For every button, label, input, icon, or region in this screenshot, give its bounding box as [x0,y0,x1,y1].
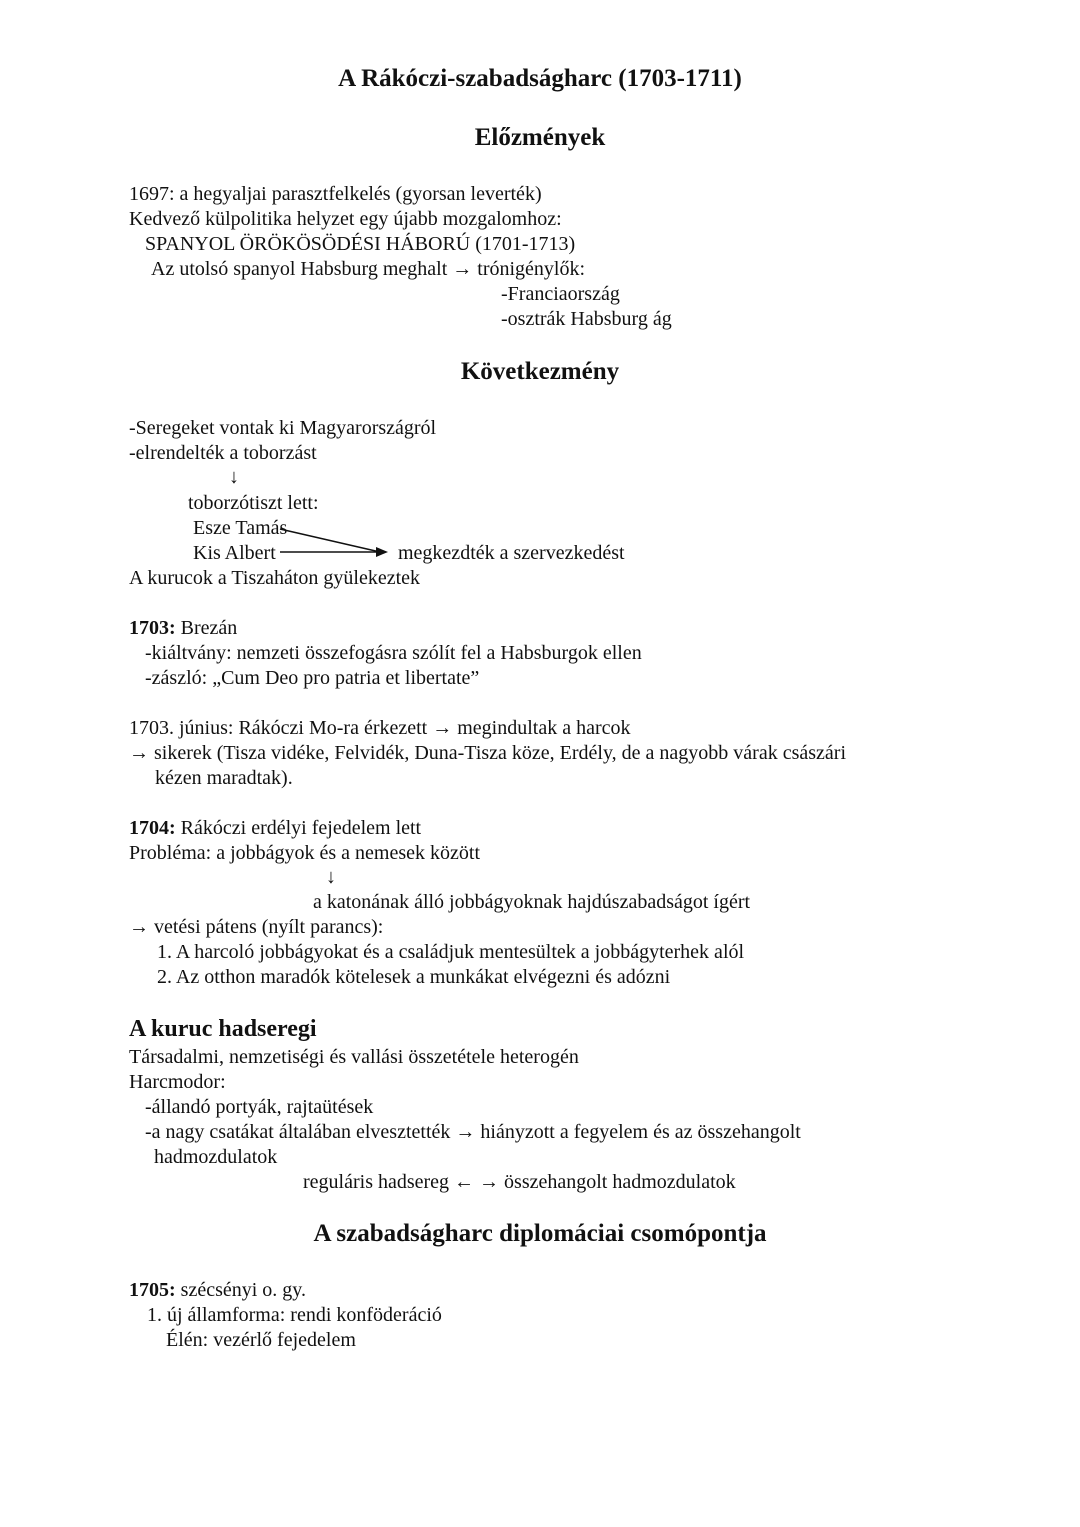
text-line: Az utolsó spanyol Habsburg meghalt → trónigénylők: [151,258,586,280]
text-line: megkezdték a szervezkedést [398,542,625,564]
list-item: -osztrák Habsburg ág [501,308,672,330]
text-line: reguláris hadsereg ← → összehangolt hadmozdulatok [303,1171,736,1193]
text-line: -elrendelték a toborzást [129,442,317,464]
page-title: A Rákóczi-szabadságharc (1703-1711) [338,65,742,92]
text-line: A kurucok a Tiszaháton gyülekeztek [129,567,421,589]
text-line: Probléma: a jobbágyok és a nemesek között [129,842,481,864]
text-line: Kedvező külpolitika helyzet egy újabb mozgalomhoz: [129,208,562,230]
list-item: 1. új államforma: rendi konföderáció [147,1304,442,1326]
text-line: -a nagy csatákat általában elvesztették → hiányzott a fegyelem és az összehangolt [145,1121,801,1143]
list-item: 1. A harcoló jobbágyokat és a családjuk mentesültek a jobbágyterhek alól [157,941,745,963]
down-arrow-icon: ↓ [229,466,239,488]
section-heading-kuruc-hadsereg: A kuruc hadseregi [129,1016,317,1042]
year-text: Rákóczi erdélyi fejedelem lett [175,817,422,839]
section-heading-kovetkezmeny: Következmény [460,358,620,385]
text-line: kézen maradtak). [155,767,293,789]
text-line: 1703. június: Rákóczi Mo-ra érkezett → megindultak a harcok [129,717,631,739]
text-line: a katonának álló jobbágyoknak hajdúszabadságot ígért [313,891,751,913]
year-label: 1705: [129,1279,176,1301]
text-line: -kiáltvány: nemzeti összefogásra szólít fel a Habsburgok ellen [145,642,642,664]
text-line: → sikerek (Tisza vidéke, Felvidék, Duna-Tisza köze, Erdély, de a nagyobb várak császári [129,742,847,764]
text-line: SPANYOL ÖRÖKÖSÖDÉSI HÁBORÚ (1701-1713) [145,233,576,255]
list-item: 2. Az otthon maradók kötelesek a munkákat elvégezni és adózni [157,966,671,988]
text-line: hadmozdulatok [154,1146,278,1168]
year-label: 1703: [129,617,176,639]
arrow-head-icon [376,547,388,557]
name-esze-tamas: Esze Tamás [193,517,288,539]
year-text: Brezán [175,617,238,639]
text-line: → vetési pátens (nyílt parancs): [129,916,384,938]
text-line: -állandó portyák, rajtaütések [145,1096,374,1118]
section-heading-diplomacia: A szabadságharc diplomáciai csomópontja [313,1220,767,1247]
list-item: -Franciaország [501,283,620,305]
text-line: Élén: vezérlő fejedelem [166,1329,356,1351]
name-kis-albert: Kis Albert [193,542,276,564]
year-label: 1704: [129,817,176,839]
text-line: Társadalmi, nemzetiségi és vallási összetétele heterogén [129,1046,579,1068]
year-text: szécsényi o. gy. [175,1279,307,1301]
down-arrow-icon: ↓ [326,866,336,888]
text-line: Harcmodor: [129,1071,226,1093]
text-line: toborzótiszt lett: [188,492,319,514]
section-heading-elozmenyek: Előzmények [474,124,606,151]
text-line: 1697: a hegyaljai parasztfelkelés (gyorsan leverték) [129,183,542,205]
text-line: -zászló: „Cum Deo pro patria et libertate” [145,667,480,689]
arrow-line-esze [280,529,380,552]
text-line: -Seregeket vontak ki Magyarországról [129,417,437,439]
